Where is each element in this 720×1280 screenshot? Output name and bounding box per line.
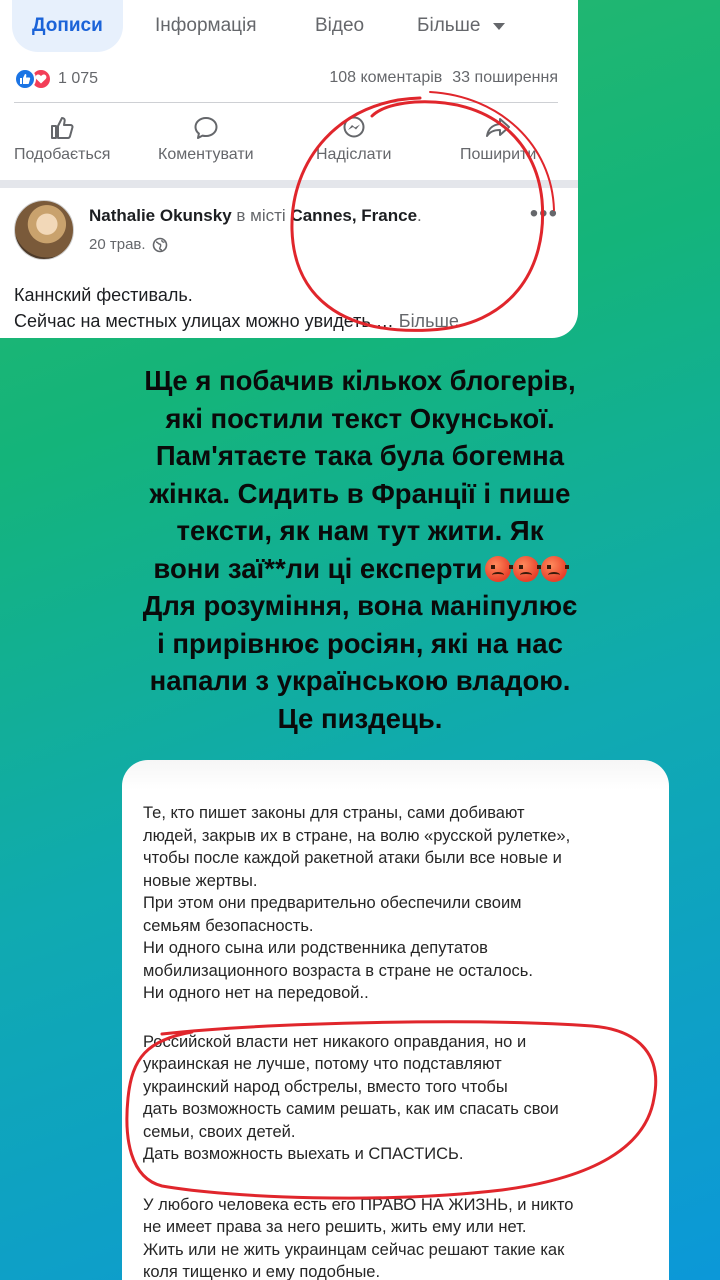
profile-tabs [0,0,578,54]
globe-icon [152,237,168,253]
quoted-text [143,802,663,1280]
caption-line: і прирівнює росіян, які на нас [157,627,563,659]
comments-count-link[interactable]: 108 коментарів [329,69,443,86]
caption-line: напали з українською владою. [149,665,571,696]
share-button-label: Поширити [460,146,537,163]
caption-line: Пам'ятаєте така була богемна [155,440,565,471]
caption-line: жінка. Сидить в Франції і пише [149,477,571,509]
text-line: дать возможность самим решать, как им спасать свои [143,1100,559,1118]
caption-line: які постили текст Окунської. [165,402,555,434]
text-line: не имеет права за него решить, жить ему или нет. [143,1218,527,1236]
messenger-icon [341,116,367,140]
caption-line: Для розуміння, вона маніпулює [142,590,578,621]
like-button-label: Подобається [14,146,111,163]
caption-line: вони заї**ли ці експерти [60,550,660,588]
like-reaction-icon [14,68,36,90]
divider [14,102,558,103]
see-more-link[interactable]: Більше [398,311,459,331]
text-line: мобилизационного возраста в стране не осталось. [143,961,533,980]
text-line: семьям безопасность. [143,916,314,935]
text-line: Ни одного нет на передовой.. [143,984,369,1002]
text-line: Жить или не жить украинцам сейчас решают такие как [143,1240,565,1259]
quoted-text-screenshot [122,760,669,1280]
location-prefix: в місті [236,206,286,225]
comment-button[interactable] [158,116,254,164]
text-line: Ни одного сына или родственника депутатов [143,939,488,957]
send-button[interactable] [316,116,392,164]
post-text-line: Каннский фестиваль. [14,285,193,305]
post-text [14,282,558,334]
tab-more[interactable] [417,0,505,52]
comment-icon [193,116,219,140]
reactions-summary[interactable] [14,68,98,90]
post-text-line: Сейчас на местных улицах можно увидеть … Більше [14,311,459,331]
angry-face-icon [485,556,511,582]
text-line: У любого человека есть его ПРАВО НА ЖИЗНЬ, и никто [143,1195,574,1214]
caption-line: Ще я побачив кількох блогерів, [144,365,576,396]
share-icon [485,116,511,140]
avatar[interactable] [14,200,74,260]
comment-button-label: Коментувати [158,146,254,163]
text-line: Российской власти нет никакого оправдания, но и [143,1032,527,1051]
like-button[interactable] [14,116,110,164]
post-separator [0,180,578,188]
tab-video[interactable]: Відео [315,15,365,36]
text-line: новые жертвы. [143,871,258,890]
text-line: чтобы после каждой ракетной атаки были все новые и [143,849,562,867]
post-actions [0,116,578,176]
text-line: украинская не лучше, потому что подставляют [143,1055,502,1073]
more-options-icon[interactable]: ••• [529,200,558,227]
share-button[interactable] [460,116,536,164]
text-line: Дать возможность выехать и СПАСТИСЬ. [143,1145,464,1163]
location-suffix: . [417,206,422,225]
shares-count-link[interactable]: 33 поширення [452,69,558,86]
text-line: Те, кто пишет законы для страны, сами добивают [143,804,525,822]
location-link[interactable]: Cannes, France [290,206,418,225]
tab-posts[interactable]: Дописи [12,0,123,52]
thumbs-up-icon [49,116,75,140]
tab-info[interactable]: Інформація [155,15,257,36]
post-stats [14,66,558,94]
facebook-post-card [0,0,578,338]
text-line: украинский народ обстрелы, вместо того чтобы [143,1077,508,1096]
story-caption [60,362,660,737]
text-line: коля тищенко и ему подобные. [143,1263,381,1280]
chevron-down-icon [493,23,505,30]
caption-line: тексти, як нам тут жити. Як [176,515,544,546]
post-header [14,200,558,266]
angry-face-icon [513,556,539,582]
angry-face-icon [541,556,567,582]
text-line: При этом они предварительно обеспечили своим [143,894,522,912]
text-line: людей, закрыв их в стране, на волю «русской рулетке», [143,826,571,845]
caption-line: Це пиздець. [277,702,443,734]
reaction-count: 1 075 [58,70,99,87]
post-author-line [89,206,422,226]
post-meta [89,236,168,253]
text-line: семьи, своих детей. [143,1122,296,1141]
author-name-link[interactable]: Nathalie Okunsky [89,206,232,225]
tab-more-label: Більше [417,15,481,36]
post-date[interactable]: 20 трав. [89,236,146,253]
send-button-label: Надіслати [316,146,392,163]
comments-shares [329,69,558,87]
